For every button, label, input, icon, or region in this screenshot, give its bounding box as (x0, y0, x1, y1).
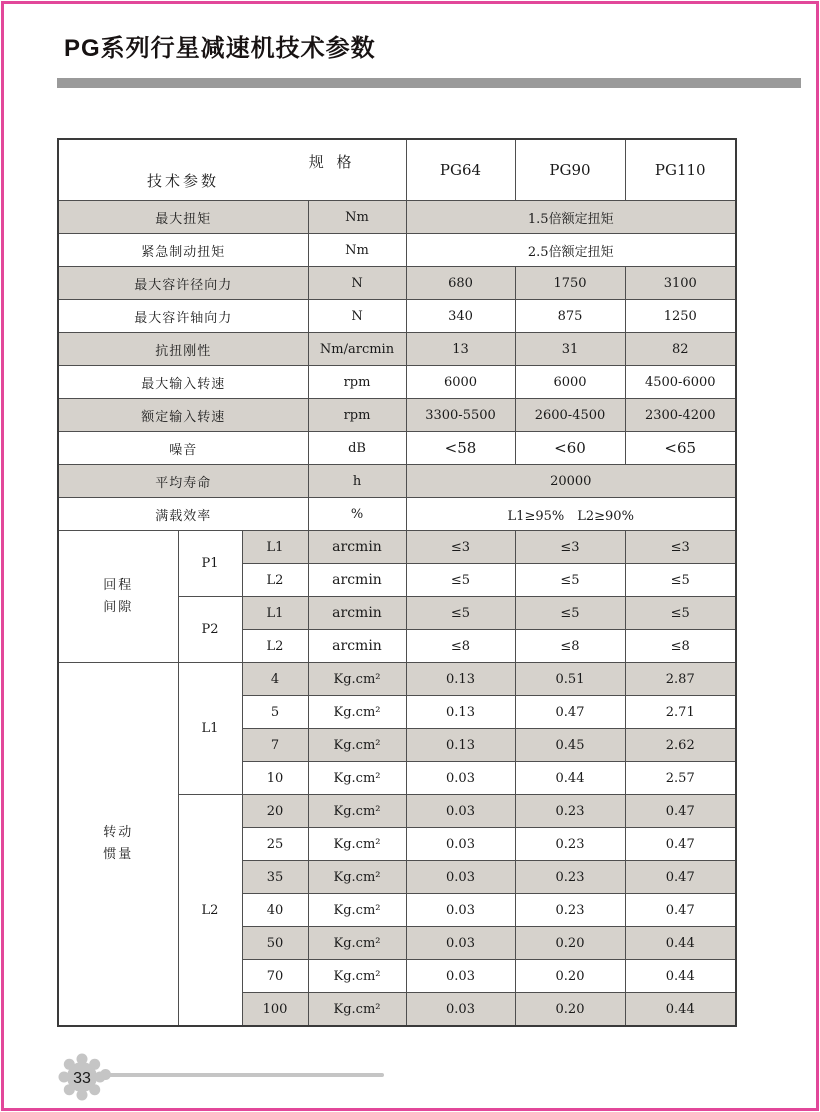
ratio-cell: 50 (242, 927, 308, 960)
value-cell: 0.47 (625, 795, 736, 828)
value-cell: 1.5倍额定扭矩 (406, 201, 736, 234)
value-cell: 0.23 (515, 894, 625, 927)
unit-cell: rpm (308, 399, 406, 432)
value-cell: 0.47 (625, 828, 736, 861)
unit-cell: Kg.cm² (308, 828, 406, 861)
ratio-cell: 7 (242, 729, 308, 762)
value-cell: 31 (515, 333, 625, 366)
value-cell: 0.20 (515, 927, 625, 960)
page-number: 33 (73, 1070, 91, 1087)
value-cell: 0.03 (406, 894, 515, 927)
value-cell: ≤5 (406, 597, 515, 630)
value-cell: <65 (625, 432, 736, 465)
table-row (58, 498, 736, 531)
unit-cell: arcmin (308, 597, 406, 630)
value-cell: 2600-4500 (515, 399, 625, 432)
value-cell: 6000 (515, 366, 625, 399)
inertia-l2-cell: L2 (178, 795, 242, 1027)
unit-cell: N (308, 267, 406, 300)
value-cell: L1≥95% L2≥90% (406, 498, 736, 531)
value-cell: 0.13 (406, 696, 515, 729)
footer-rule-line (104, 1073, 384, 1077)
value-cell: 0.44 (625, 993, 736, 1027)
value-cell: ≤8 (406, 630, 515, 663)
row-label-cell: 额定输入转速 (58, 399, 308, 432)
unit-cell: Kg.cm² (308, 927, 406, 960)
value-cell: 0.13 (406, 663, 515, 696)
value-cell: ≤5 (515, 597, 625, 630)
value-cell: ≤5 (406, 564, 515, 597)
unit-cell: dB (308, 432, 406, 465)
ratio-cell: 20 (242, 795, 308, 828)
unit-cell: N (308, 300, 406, 333)
value-cell: 0.03 (406, 960, 515, 993)
value-cell: 2.5倍额定扭矩 (406, 234, 736, 267)
value-cell: 0.03 (406, 927, 515, 960)
model-header-pg110: PG110 (625, 139, 736, 201)
table-row (58, 663, 736, 696)
value-cell: ≤8 (625, 630, 736, 663)
value-cell: 0.44 (625, 960, 736, 993)
level-cell: L1 (242, 531, 308, 564)
unit-cell: % (308, 498, 406, 531)
value-cell: <60 (515, 432, 625, 465)
group-label-line: 回程 (103, 577, 134, 593)
value-cell: 0.47 (625, 861, 736, 894)
inertia-l1-cell: L1 (178, 663, 242, 795)
value-cell: 82 (625, 333, 736, 366)
row-label-cell: 满载效率 (58, 498, 308, 531)
row-label-cell: 最大容许径向力 (58, 267, 308, 300)
value-cell: 0.03 (406, 993, 515, 1027)
value-cell: 1250 (625, 300, 736, 333)
title-underline-bar (57, 78, 801, 88)
level-cell: L1 (242, 597, 308, 630)
value-cell: 20000 (406, 465, 736, 498)
value-cell: 340 (406, 300, 515, 333)
value-cell: 4500-6000 (625, 366, 736, 399)
level-cell: L2 (242, 564, 308, 597)
ratio-cell: 5 (242, 696, 308, 729)
level-cell: L2 (242, 630, 308, 663)
value-cell: 2.71 (625, 696, 736, 729)
value-cell: 875 (515, 300, 625, 333)
group-label-line: 惯量 (103, 847, 134, 862)
table-row (58, 366, 736, 399)
ratio-cell: 100 (242, 993, 308, 1027)
value-cell: 3300-5500 (406, 399, 515, 432)
table-row (58, 234, 736, 267)
value-cell: 0.51 (515, 663, 625, 696)
table-row (58, 267, 736, 300)
value-cell: 0.13 (406, 729, 515, 762)
unit-cell: Kg.cm² (308, 960, 406, 993)
table-row (58, 300, 736, 333)
ratio-cell: 70 (242, 960, 308, 993)
group-label-line: 间隙 (103, 599, 134, 615)
row-label-cell: 平均寿命 (58, 465, 308, 498)
unit-cell: Kg.cm² (308, 861, 406, 894)
value-cell: <58 (406, 432, 515, 465)
value-cell: 680 (406, 267, 515, 300)
ratio-cell: 25 (242, 828, 308, 861)
backlash-p2-cell: P2 (178, 597, 242, 663)
row-label-cell: 最大输入转速 (58, 366, 308, 399)
value-cell: ≤3 (515, 531, 625, 564)
unit-cell: arcmin (308, 564, 406, 597)
value-cell: ≤5 (625, 564, 736, 597)
value-cell: 0.23 (515, 828, 625, 861)
ratio-cell: 35 (242, 861, 308, 894)
unit-cell: Kg.cm² (308, 663, 406, 696)
value-cell: 0.23 (515, 861, 625, 894)
table-row (58, 531, 736, 564)
ratio-cell: 40 (242, 894, 308, 927)
unit-cell: Kg.cm² (308, 729, 406, 762)
value-cell: 0.23 (515, 795, 625, 828)
param-header-label: 技术参数 (147, 172, 220, 190)
value-cell: 0.20 (515, 993, 625, 1027)
value-cell: 2.57 (625, 762, 736, 795)
row-label-cell: 最大扭矩 (58, 201, 308, 234)
unit-cell: Kg.cm² (308, 993, 406, 1027)
value-cell: 3100 (625, 267, 736, 300)
unit-cell: arcmin (308, 531, 406, 564)
value-cell: 2.87 (625, 663, 736, 696)
group-label-line: 转动 (103, 825, 134, 840)
value-cell: 0.20 (515, 960, 625, 993)
ratio-cell: 4 (242, 663, 308, 696)
model-header-pg64: PG64 (406, 139, 515, 201)
unit-cell: h (308, 465, 406, 498)
table-row (58, 201, 736, 234)
unit-cell: Kg.cm² (308, 696, 406, 729)
table-row (58, 465, 736, 498)
value-cell: ≤5 (515, 564, 625, 597)
value-cell: 6000 (406, 366, 515, 399)
unit-cell: Nm (308, 201, 406, 234)
row-label-cell: 噪音 (58, 432, 308, 465)
table-row (58, 432, 736, 465)
unit-cell: Kg.cm² (308, 762, 406, 795)
unit-cell: Nm/arcmin (308, 333, 406, 366)
row-label-cell: 最大容许轴向力 (58, 300, 308, 333)
value-cell: 0.03 (406, 762, 515, 795)
ratio-cell: 10 (242, 762, 308, 795)
backlash-p1-cell: P1 (178, 531, 242, 597)
value-cell: 0.44 (625, 927, 736, 960)
value-cell: ≤5 (625, 597, 736, 630)
backlash-group-cell (58, 531, 178, 663)
inertia-group-cell (58, 663, 178, 1027)
unit-cell: arcmin (308, 630, 406, 663)
value-cell: 0.45 (515, 729, 625, 762)
unit-cell: Nm (308, 234, 406, 267)
model-header-pg90: PG90 (515, 139, 625, 201)
value-cell: 13 (406, 333, 515, 366)
page-title: PG系列行星减速机技术参数 (64, 35, 376, 62)
table-row (58, 399, 736, 432)
spec-table (57, 138, 737, 1027)
value-cell: 0.44 (515, 762, 625, 795)
value-cell: 0.03 (406, 861, 515, 894)
value-cell: 0.47 (515, 696, 625, 729)
value-cell: 2300-4200 (625, 399, 736, 432)
unit-cell: Kg.cm² (308, 795, 406, 828)
value-cell: ≤3 (406, 531, 515, 564)
value-cell: 2.62 (625, 729, 736, 762)
value-cell: 0.03 (406, 828, 515, 861)
row-label-cell: 抗扭刚性 (58, 333, 308, 366)
value-cell: 0.03 (406, 795, 515, 828)
diagonal-header-cell (58, 139, 406, 201)
value-cell: ≤3 (625, 531, 736, 564)
unit-cell: Kg.cm² (308, 894, 406, 927)
spec-header-label: 规 格 (308, 153, 356, 171)
value-cell: 0.47 (625, 894, 736, 927)
page-number-gear-icon (58, 1053, 106, 1101)
value-cell: 1750 (515, 267, 625, 300)
value-cell: ≤8 (515, 630, 625, 663)
table-header-row (58, 139, 736, 201)
row-label-cell: 紧急制动扭矩 (58, 234, 308, 267)
unit-cell: rpm (308, 366, 406, 399)
table-row (58, 333, 736, 366)
